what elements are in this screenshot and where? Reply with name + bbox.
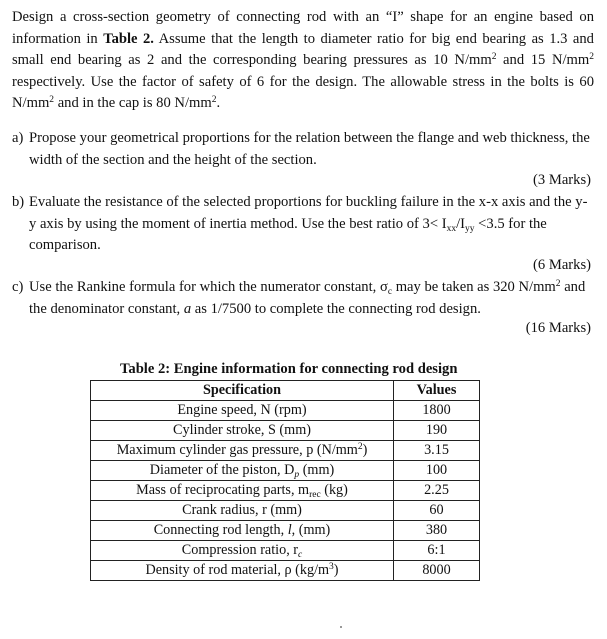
spec-cell: Mass of reciprocating parts, $m_{rec}$ (kg) — [91, 481, 394, 501]
question-b-label: b) — [12, 194, 25, 210]
table-row — [91, 421, 480, 441]
table-row — [91, 481, 480, 501]
question-c-text: Use the Rankine formula for which the numerator constant, $\sigma_c$ may be taken as 320 $N/mm^2$ and the denominator constant, a as 1/7500 to complete the connecting rod design. — [29, 279, 586, 317]
question-b-text: Evaluate the resistance of the selected proportions for buckling failure in the x-x axis and the y-y axis by using the moment of inertia method. Use the best ratio of $3< I_{xx}/I_{yy} <3.5$ for the comparison. — [29, 194, 588, 253]
question-a-marks: (3 Marks) — [533, 172, 591, 188]
value-cell: 8000 — [394, 561, 480, 581]
value-cell: 190 — [394, 421, 480, 441]
spec-cell: Compression ratio, $r_c$ — [91, 541, 394, 561]
question-b-marks: (6 Marks) — [533, 257, 591, 273]
question-c — [12, 277, 592, 320]
table-reference: Table 2. — [103, 30, 154, 47]
spec-cell: Engine speed, N (rpm) — [91, 401, 394, 421]
intro-text-2: Assume that the length to diameter ratio for big end bearing as 1.3 and small end bearing as 2 and the corresponding bearing pressures as 10 N/mm — [12, 30, 594, 68]
value-cell: 2.25 — [394, 481, 480, 501]
header-values: Values — [394, 381, 480, 401]
value-cell: 3.15 — [394, 441, 480, 461]
table-row — [91, 541, 480, 561]
question-c-label: c) — [12, 279, 24, 295]
value-cell: 60 — [394, 501, 480, 521]
subscript-yy: yy — [465, 223, 475, 234]
spec-cell: Density of rod material, ρ $(kg/m^3)$ — [91, 561, 394, 581]
problem-statement — [12, 7, 594, 115]
intro-text-6: . — [216, 95, 221, 111]
table-row — [91, 521, 480, 541]
table-caption: Table 2: Engine information for connecting rod design — [120, 361, 458, 377]
intro-text-5: and in the cap is 80 N/mm — [54, 95, 212, 111]
superscript: 2 — [491, 52, 497, 62]
header-specification: Specification — [91, 381, 394, 401]
question-a-label: a) — [12, 130, 24, 146]
engine-info-table — [90, 380, 480, 581]
table-row — [91, 501, 480, 521]
stray-dot — [340, 626, 342, 628]
superscript: 2 — [211, 95, 217, 105]
question-c-marks: (16 Marks) — [525, 320, 591, 336]
superscript: 2 — [589, 52, 594, 62]
intro-text-3: and 15 N/mm — [496, 52, 590, 68]
value-cell: 380 — [394, 521, 480, 541]
spec-cell: Maximum cylinder gas pressure, p $(N/mm^2)$ — [91, 441, 394, 461]
value-cell: 6:1 — [394, 541, 480, 561]
spec-cell: Diameter of the piston, $D_p$ (mm) — [91, 461, 394, 481]
spec-cell: Crank radius, r (mm) — [91, 501, 394, 521]
table-header-row — [91, 381, 480, 401]
intro-text-4: respectively. Use the factor of safety of 6 for the design. The allowable stress in the bolts is 60 N/mm — [12, 73, 594, 111]
intro-text-1: Design a cross-section geometry of connecting rod with an “I” shape for an engine based on information in — [12, 9, 594, 47]
table-row — [91, 401, 480, 421]
question-a-text: Propose your geometrical proportions for the relation between the flange and web thickness, the width of the section and the height of the section. — [29, 130, 590, 168]
value-cell: 100 — [394, 461, 480, 481]
spec-cell: Cylinder stroke, S (mm) — [91, 421, 394, 441]
superscript: 2 — [555, 279, 561, 289]
subscript-xx: xx — [446, 223, 457, 234]
table-row — [91, 561, 480, 581]
spec-cell: Connecting rod length, l, (mm) — [91, 521, 394, 541]
question-a — [12, 128, 592, 171]
superscript: 2 — [49, 95, 55, 105]
table-row — [91, 441, 480, 461]
question-b — [12, 192, 592, 257]
subscript-c: c — [387, 287, 393, 297]
table-row — [91, 461, 480, 481]
value-cell: 1800 — [394, 401, 480, 421]
